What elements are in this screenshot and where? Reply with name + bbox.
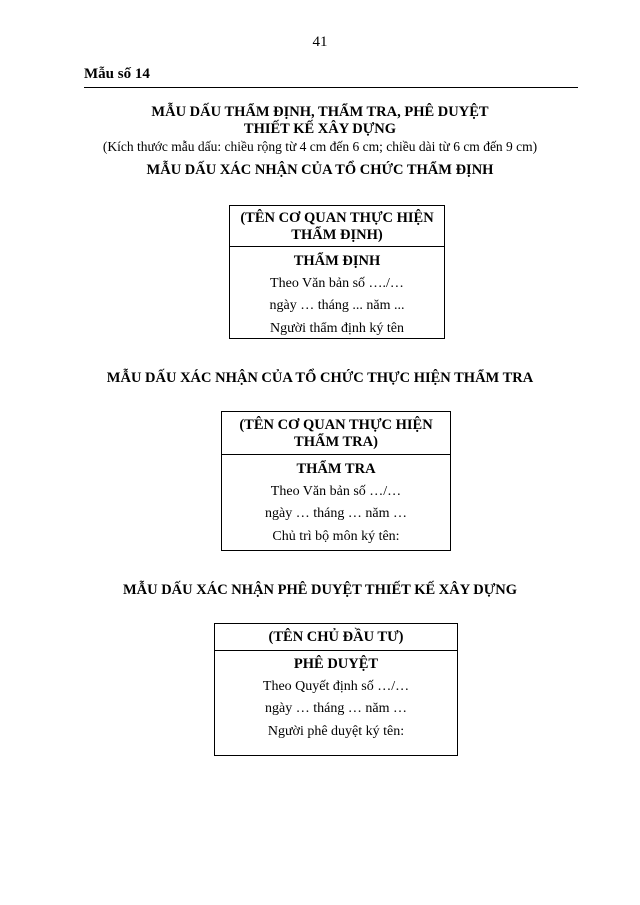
- stamp-header: [230, 206, 444, 247]
- stamp-body: [215, 651, 457, 743]
- stamp-header-line1: (TÊN CƠ QUAN THỰC HIỆN: [239, 417, 433, 433]
- stamp-line-document: Theo Văn bản số …./…: [270, 275, 404, 291]
- stamp-line-document: Theo Quyết định số …/…: [262, 678, 410, 694]
- stamp-line-date: ngày … tháng … năm …: [265, 701, 407, 716]
- stamp-approval: [214, 623, 458, 756]
- stamp-line-signer: Người thẩm định ký tên: [270, 320, 404, 336]
- stamp-line-date: ngày … tháng ... năm ...: [269, 298, 405, 313]
- stamp-header-line1: (TÊN CƠ QUAN THỰC HIỆN: [240, 210, 434, 226]
- stamp-header-line2: THẨM TRA): [294, 434, 378, 450]
- stamp-body: [222, 455, 450, 548]
- main-heading-line1: MẪU DẤU THẨM ĐỊNH, THẨM TRA, PHÊ DUYỆT: [151, 104, 489, 120]
- stamp-body: [230, 247, 444, 340]
- main-heading-line2: THIẾT KẾ XÂY DỰNG: [243, 121, 397, 137]
- stamp-label: THẨM TRA: [296, 461, 376, 477]
- size-note: (Kích thước mẫu dấu: chiều rộng từ 4 cm đến 6 cm; chiều dài từ 6 cm đến 9 cm): [102, 139, 538, 154]
- section-title-verification: MẪU DẤU XÁC NHẬN CỦA TỔ CHỨC THỰC HIỆN THẨM TRA: [106, 370, 534, 386]
- section-title-appraisal: MẪU DẤU XÁC NHẬN CỦA TỔ CHỨC THẨM ĐỊNH: [146, 162, 494, 178]
- form-number: Mẫu số 14: [84, 66, 150, 82]
- stamp-line-signer: Chủ trì bộ môn ký tên:: [272, 528, 400, 544]
- stamp-label: THẨM ĐỊNH: [293, 253, 381, 269]
- section-title-approval: MẪU DẤU XÁC NHẬN PHÊ DUYỆT THIẾT KẾ XÂY DỰNG: [122, 582, 518, 598]
- stamp-header: [222, 412, 450, 455]
- stamp-label: PHÊ DUYỆT: [293, 656, 379, 672]
- stamp-verification: [221, 411, 451, 551]
- stamp-line-signer: Người phê duyệt ký tên:: [267, 723, 405, 739]
- stamp-header: [215, 624, 457, 651]
- header-rule: [84, 87, 578, 88]
- stamp-header-line2: THẨM ĐỊNH): [291, 227, 383, 243]
- stamp-line-document: Theo Văn bản số …/…: [270, 483, 402, 499]
- stamp-appraisal: [229, 205, 445, 339]
- stamp-header-line1: (TÊN CHỦ ĐẦU TƯ): [268, 629, 404, 645]
- stamp-line-date: ngày … tháng … năm …: [265, 506, 407, 521]
- page-number: 41: [312, 34, 328, 50]
